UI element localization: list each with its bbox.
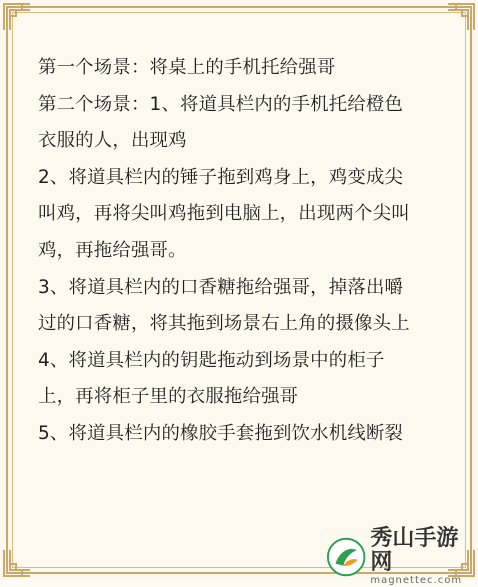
text-line: 第一个场景：将桌上的手机托给强哥 (38, 57, 336, 78)
walkthrough-text (38, 50, 448, 453)
watermark-title: 秀山手游网 (370, 526, 459, 575)
text-line: 2、将道具栏内的锤子拖到鸡身上，鸡变成尖 (38, 166, 404, 188)
corner-ornament-icon (2, 548, 32, 578)
text-line: 过的口香糖，将其拖到场景右上角的摄像头上 (38, 313, 410, 335)
text-line: 5、将道具栏内的橡胶手套拖到饮水机线断裂 (38, 422, 404, 444)
text-line: 衣服的人，出现鸡 (38, 130, 187, 152)
watermark-url: magnettec.com (370, 575, 463, 586)
text-line: 鸡，再拖给强哥。 (38, 239, 187, 261)
text-line: 4、将道具栏内的钥匙拖动到场景中的柜子 (38, 349, 385, 371)
corner-ornament-icon (2, 2, 32, 32)
text-line: 上，再将柜子里的衣服拖给强哥 (38, 386, 299, 408)
corner-ornament-icon (446, 2, 476, 32)
site-watermark (326, 526, 476, 586)
text-line: 叫鸡，再将尖叫鸡拖到电脑上，出现两个尖叫 (38, 203, 410, 225)
text-line: 3、将道具栏内的口香糖拖给强哥，掉落出嚼 (38, 276, 404, 298)
text-line: 第二个场景：1、将道具栏内的手机托给橙色 (38, 93, 404, 115)
site-logo-icon (326, 536, 366, 578)
